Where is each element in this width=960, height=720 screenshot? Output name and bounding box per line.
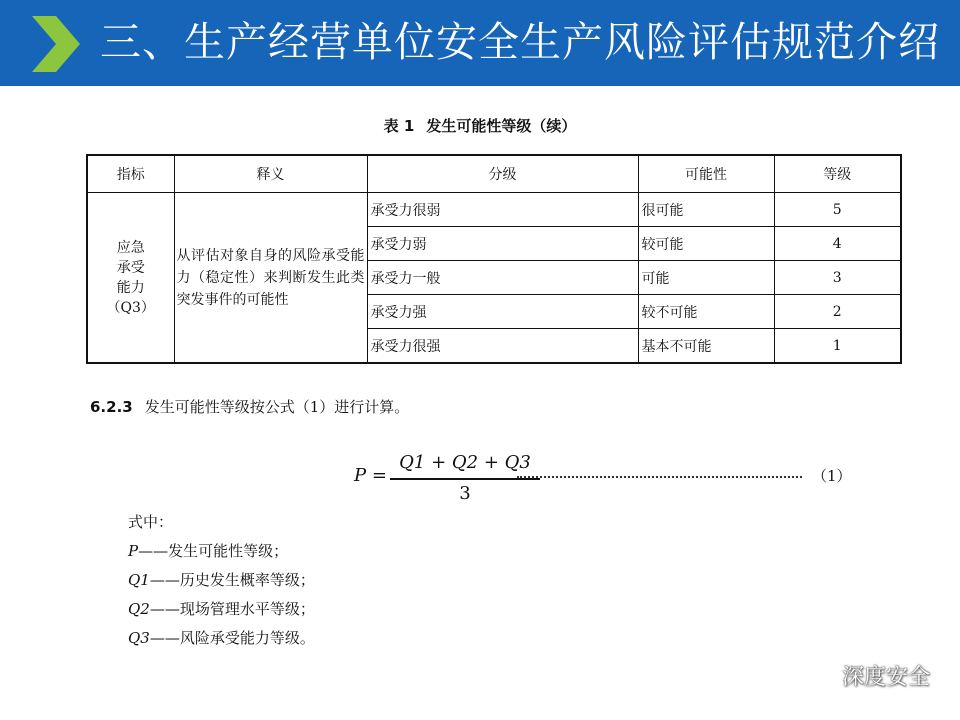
meaning-cell: 从评估对象自身的风险承受能力（稳定性）来判断发生此类突发事件的可能性 bbox=[174, 193, 367, 364]
equation-dot-leader bbox=[517, 476, 802, 478]
definition-symbol: Q1 bbox=[128, 571, 150, 589]
definition-text: ——现场管理水平等级； bbox=[149, 600, 315, 618]
clause-paragraph bbox=[90, 396, 409, 417]
grade-cell: 3 bbox=[774, 261, 901, 295]
level-cell: 承受力很弱 bbox=[367, 193, 638, 227]
watermark-text: 深度安全 bbox=[841, 665, 930, 690]
level-cell: 承受力很强 bbox=[367, 329, 638, 364]
formula-lhs: P = bbox=[354, 465, 387, 486]
column-header-possibility: 可能性 bbox=[638, 155, 774, 193]
column-header-grade: 等级 bbox=[774, 155, 901, 193]
possibility-cell: 较可能 bbox=[638, 227, 774, 261]
definition-item bbox=[128, 595, 315, 624]
definition-text: ——风险承受能力等级。 bbox=[149, 629, 315, 647]
fraction-bar bbox=[390, 478, 540, 480]
definition-symbol: P bbox=[128, 542, 139, 560]
grade-cell: 1 bbox=[774, 329, 901, 364]
indicator-line: （Q3） bbox=[106, 299, 155, 316]
grade-cell: 2 bbox=[774, 295, 901, 329]
table-row bbox=[87, 193, 901, 227]
table-caption bbox=[0, 115, 960, 136]
definitions-heading: 式中： bbox=[128, 513, 174, 531]
level-cell: 承受力一般 bbox=[367, 261, 638, 295]
chevron-right-icon bbox=[30, 16, 80, 72]
possibility-cell: 很可能 bbox=[638, 193, 774, 227]
definition-item bbox=[128, 537, 315, 566]
definitions bbox=[128, 508, 315, 653]
level-cell: 承受力强 bbox=[367, 295, 638, 329]
definition-item bbox=[128, 624, 315, 653]
indicator-line: 应急 bbox=[116, 239, 145, 256]
table-caption-number: 表 1 bbox=[383, 117, 415, 135]
definition-symbol: Q3 bbox=[128, 629, 150, 647]
column-header-level: 分级 bbox=[367, 155, 638, 193]
possibility-cell: 基本不可能 bbox=[638, 329, 774, 364]
column-header-meaning: 释义 bbox=[174, 155, 367, 193]
grade-cell: 5 bbox=[774, 193, 901, 227]
slide-title: 三、生产经营单位安全生产风险评估规范介绍 bbox=[100, 18, 940, 66]
possibility-cell: 可能 bbox=[638, 261, 774, 295]
table-header-row bbox=[87, 155, 901, 193]
clause-text: 发生可能性等级按公式（1）进行计算。 bbox=[144, 398, 410, 416]
definition-symbol: Q2 bbox=[128, 600, 150, 618]
formula-numerator: Q1 + Q2 + Q3 bbox=[399, 452, 531, 473]
indicator-line: 承受 bbox=[116, 259, 145, 276]
definition-text: ——历史发生概率等级； bbox=[149, 571, 315, 589]
indicator-cell bbox=[87, 193, 174, 364]
column-header-indicator: 指标 bbox=[87, 155, 174, 193]
definition-item bbox=[128, 566, 315, 595]
equation-number: （1） bbox=[812, 467, 852, 485]
formula-denominator: 3 bbox=[459, 482, 471, 504]
header-bar bbox=[0, 0, 960, 86]
grade-cell: 4 bbox=[774, 227, 901, 261]
clause-number: 6.2.3 bbox=[90, 398, 133, 416]
likelihood-grade-table bbox=[86, 154, 902, 364]
level-cell: 承受力弱 bbox=[367, 227, 638, 261]
table-caption-title: 发生可能性等级（续） bbox=[426, 117, 577, 135]
watermark bbox=[806, 660, 930, 691]
wechat-icon bbox=[806, 663, 836, 689]
possibility-cell: 较不可能 bbox=[638, 295, 774, 329]
definition-text: ——发生可能性等级； bbox=[138, 542, 289, 560]
indicator-line: 能力 bbox=[116, 279, 145, 296]
